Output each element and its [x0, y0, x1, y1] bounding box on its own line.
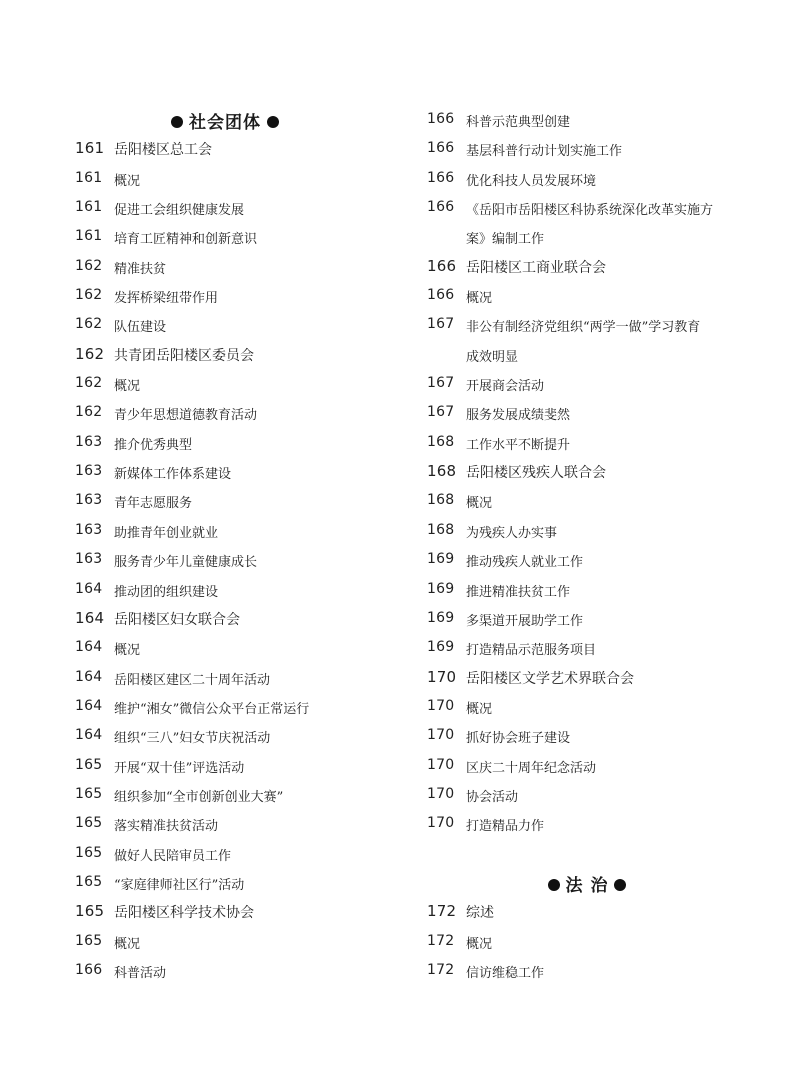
toc-entry-row[interactable]	[75, 165, 375, 194]
page-number: 166	[427, 287, 455, 304]
toc-entry-row[interactable]	[75, 282, 375, 311]
toc-entry-row[interactable]	[75, 840, 375, 869]
section-title: 综述	[466, 905, 494, 922]
entry-title: 青年志愿服务	[114, 496, 193, 512]
entry-title: 科普示范典型创建	[466, 115, 571, 130]
toc-entry-row[interactable]	[427, 106, 747, 135]
page-number: 165	[75, 902, 105, 921]
entry-title: 协会活动	[466, 789, 519, 805]
toc-entry-row[interactable]	[75, 223, 375, 252]
section-heading	[75, 106, 375, 135]
toc-section-row[interactable]	[427, 458, 747, 487]
toc-entry-row[interactable]	[75, 429, 375, 458]
page-number: 170	[427, 667, 457, 686]
bullet-dot-icon	[267, 116, 279, 128]
entry-title: 发挥桥梁纽带作用	[114, 291, 219, 307]
entry-title: 助推青年创业就业	[114, 525, 219, 541]
toc-continuation-row[interactable]	[427, 223, 747, 252]
toc-entry-row[interactable]	[75, 928, 375, 957]
toc-entry-row[interactable]	[427, 487, 747, 516]
entry-title: 推介优秀典型	[114, 437, 193, 453]
toc-entry-row[interactable]	[427, 576, 747, 605]
entry-title: 概况	[466, 291, 493, 307]
page-number: 172	[427, 961, 455, 978]
page-number: 166	[427, 111, 455, 127]
toc-section-row[interactable]	[427, 253, 747, 282]
page-number: 170	[427, 727, 455, 744]
page-number: 165	[75, 815, 103, 832]
toc-entry-row[interactable]	[75, 722, 375, 751]
toc-entry-row[interactable]	[427, 928, 747, 957]
toc-section-row[interactable]	[75, 605, 375, 634]
toc-entry-row[interactable]	[75, 752, 375, 781]
toc-entry-row[interactable]	[75, 664, 375, 693]
entry-title: 信访维稳工作	[466, 965, 545, 981]
page-number: 162	[75, 257, 103, 274]
toc-entry-row[interactable]	[427, 722, 747, 751]
toc-entry-row[interactable]	[427, 634, 747, 663]
page-number: 161	[75, 228, 103, 245]
heading-text: 社会团体	[189, 113, 261, 133]
section-title: 岳阳楼区妇女联合会	[114, 611, 240, 628]
page-number: 163	[75, 433, 103, 450]
entry-title: 概况	[114, 173, 141, 189]
toc-entry-row[interactable]	[427, 311, 747, 340]
toc-section-row[interactable]	[427, 898, 747, 927]
entry-title: 打造精品力作	[466, 819, 545, 835]
entry-title: 维护“湘女”微信公众平台正常运行	[114, 701, 310, 717]
toc-entry-row[interactable]	[427, 282, 747, 311]
toc-entry-row[interactable]	[75, 194, 375, 223]
page-number: 165	[75, 785, 103, 802]
page-number: 169	[427, 609, 455, 626]
entry-title: 青少年思想道德教育活动	[114, 408, 258, 424]
entry-title: 概况	[114, 643, 141, 659]
entry-title: 抓好协会班子建设	[466, 731, 571, 747]
page-number: 168	[427, 492, 455, 509]
entry-title: 科普活动	[114, 965, 167, 981]
page-number: 168	[427, 521, 455, 538]
page-number: 166	[427, 199, 455, 216]
toc-entry-row[interactable]	[427, 752, 747, 781]
page-number: 169	[427, 551, 455, 568]
page-number: 168	[427, 433, 455, 450]
toc-entry-row[interactable]	[427, 135, 747, 164]
entry-title: 组织“三八”妇女节庆祝活动	[114, 731, 271, 747]
spacer	[427, 840, 747, 869]
page-number: 162	[75, 316, 103, 333]
section-heading-title	[75, 108, 375, 133]
page-number: 172	[427, 932, 455, 949]
page-number: 162	[75, 287, 103, 304]
toc-entry-row[interactable]	[427, 546, 747, 575]
page-number: 166	[427, 256, 457, 275]
page-number: 165	[75, 873, 103, 890]
entry-title: 概况	[466, 496, 493, 512]
section-title: 共青团岳阳楼区委员会	[114, 347, 254, 364]
page-number: 163	[75, 492, 103, 509]
toc-entry-row[interactable]	[75, 576, 375, 605]
toc-entry-row[interactable]	[427, 194, 747, 223]
entry-title: 非公有制经济党组织“两学一做”学习教育	[466, 320, 701, 336]
toc-section-row[interactable]	[75, 135, 375, 164]
entry-title: 成效明显	[466, 349, 519, 365]
section-title: 岳阳楼区工商业联合会	[466, 259, 606, 276]
section-title: 岳阳楼区科学技术协会	[114, 905, 254, 922]
entry-title: 概况	[114, 936, 141, 952]
entry-title: 开展商会活动	[466, 379, 545, 395]
toc-entry-row[interactable]	[75, 546, 375, 575]
section-title: 岳阳楼区残疾人联合会	[466, 465, 606, 482]
toc-entry-row[interactable]	[427, 517, 747, 546]
toc-entry-row[interactable]	[75, 781, 375, 810]
toc-entry-row[interactable]	[75, 370, 375, 399]
entry-title: 《岳阳市岳阳楼区科协系统深化改革实施方	[466, 203, 714, 219]
toc-right-column	[427, 106, 747, 986]
toc-entry-row[interactable]	[427, 165, 747, 194]
bullet-dot-icon	[614, 879, 626, 891]
toc-entry-row[interactable]	[75, 458, 375, 487]
toc-entry-row[interactable]	[75, 311, 375, 340]
page-number: 170	[427, 815, 455, 832]
entry-title: 优化科技人员发展环境	[466, 173, 597, 189]
toc-entry-row[interactable]	[427, 957, 747, 986]
page-number: 162	[75, 344, 105, 363]
entry-title: 服务发展成绩斐然	[466, 408, 571, 424]
page-number: 170	[427, 785, 455, 802]
page-number: 170	[427, 756, 455, 773]
toc-entry-row[interactable]	[427, 399, 747, 428]
page-number: 167	[427, 404, 455, 421]
page-number: 165	[75, 844, 103, 861]
page-number: 164	[75, 608, 105, 627]
toc-left-column	[75, 106, 375, 986]
entry-title: “家庭律师社区行”活动	[114, 877, 245, 893]
page-number: 168	[427, 462, 457, 481]
page-number: 161	[75, 139, 105, 158]
entry-title: 工作水平不断提升	[466, 437, 571, 453]
toc-entry-row[interactable]	[427, 370, 747, 399]
page-number: 164	[75, 668, 103, 685]
page-number: 164	[75, 580, 103, 597]
toc-entry-row[interactable]	[75, 810, 375, 839]
page-number: 166	[75, 961, 103, 978]
entry-title: 落实精准扶贫活动	[114, 819, 219, 835]
toc-section-row[interactable]	[75, 898, 375, 927]
page-number: 164	[75, 639, 103, 656]
section-heading-title	[427, 871, 747, 896]
page-number: 162	[75, 375, 103, 392]
entry-title: 推动残疾人就业工作	[466, 555, 584, 571]
toc-continuation-row[interactable]	[427, 341, 747, 370]
entry-title: 服务青少年儿童健康成长	[114, 555, 258, 571]
toc-entry-row[interactable]	[75, 869, 375, 898]
page-number: 161	[75, 199, 103, 216]
page-number: 166	[427, 169, 455, 186]
page-number: 163	[75, 551, 103, 568]
page-number: 167	[427, 375, 455, 392]
toc-entry-row[interactable]	[75, 399, 375, 428]
page-number: 164	[75, 727, 103, 744]
bullet-dot-icon	[548, 879, 560, 891]
section-title: 岳阳楼区总工会	[114, 142, 212, 159]
page-number: 167	[427, 316, 455, 333]
entry-title: 岳阳楼区建区二十周年活动	[114, 672, 271, 688]
page-number: 170	[427, 697, 455, 714]
page-number: 162	[75, 404, 103, 421]
toc-entry-row[interactable]	[75, 253, 375, 282]
page-number: 172	[427, 902, 457, 921]
section-title: 岳阳楼区文学艺术界联合会	[466, 670, 634, 687]
toc-entry-row[interactable]	[427, 781, 747, 810]
entry-title: 概况	[466, 936, 493, 952]
toc-entry-row[interactable]	[427, 693, 747, 722]
toc-entry-row[interactable]	[75, 693, 375, 722]
entry-title: 推进精准扶贫工作	[466, 584, 571, 600]
entry-title: 基层科普行动计划实施工作	[466, 144, 623, 160]
page-number: 169	[427, 580, 455, 597]
bullet-dot-icon	[171, 116, 183, 128]
entry-title: 案》编制工作	[466, 232, 545, 248]
entry-title: 区庆二十周年纪念活动	[466, 760, 597, 776]
entry-title: 推动团的组织建设	[114, 584, 219, 600]
page-number: 165	[75, 756, 103, 773]
entry-title: 打造精品示范服务项目	[466, 643, 597, 659]
heading-text: 法 治	[565, 875, 609, 896]
page-number: 164	[75, 697, 103, 714]
toc-entry-row[interactable]	[427, 429, 747, 458]
entry-title: 开展“双十佳”评选活动	[114, 760, 245, 776]
entry-title: 精准扶贫	[114, 261, 167, 277]
toc-section-row[interactable]	[75, 341, 375, 370]
entry-title: 多渠道开展助学工作	[466, 613, 584, 629]
entry-title: 做好人民陪审员工作	[114, 848, 232, 864]
toc-entry-row[interactable]	[75, 487, 375, 516]
page-number: 163	[75, 521, 103, 538]
entry-title: 培育工匠精神和创新意识	[114, 232, 258, 248]
section-heading	[427, 869, 747, 898]
toc-entry-row[interactable]	[75, 957, 375, 986]
entry-title: 新媒体工作体系建设	[114, 467, 232, 483]
page-number: 163	[75, 463, 103, 480]
entry-title: 组织参加“全市创新创业大赛”	[114, 789, 284, 805]
toc-entry-row[interactable]	[75, 634, 375, 663]
page-number: 165	[75, 932, 103, 949]
entry-title: 为残疾人办实事	[466, 525, 558, 541]
toc-entry-row[interactable]	[75, 517, 375, 546]
toc-entry-row[interactable]	[427, 810, 747, 839]
entry-title: 促进工会组织健康发展	[114, 203, 245, 219]
entry-title: 概况	[114, 379, 141, 395]
entry-title: 队伍建设	[114, 320, 167, 336]
page-number: 161	[75, 169, 103, 186]
entry-title: 概况	[466, 701, 493, 717]
page-number: 169	[427, 639, 455, 656]
toc-entry-row[interactable]	[427, 605, 747, 634]
page-number: 166	[427, 140, 455, 157]
toc-section-row[interactable]	[427, 664, 747, 693]
